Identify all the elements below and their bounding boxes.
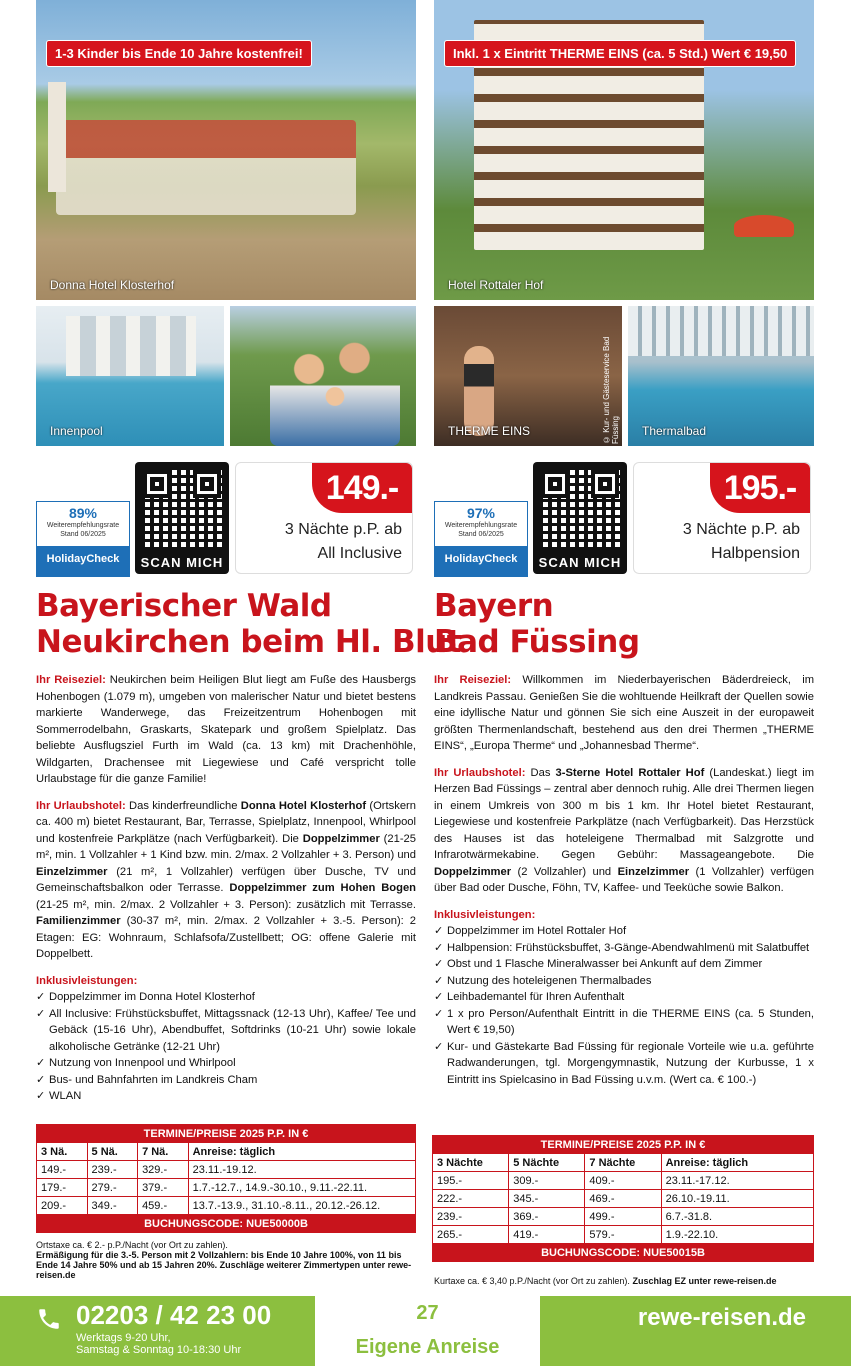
phone-bar xyxy=(0,1296,315,1366)
page-info xyxy=(315,1296,540,1366)
check-icon: ✓ xyxy=(36,1057,46,1069)
list-item-text: Obst und 1 Flasche Mineralwasser bei Ankunft auf dem Zimmer xyxy=(447,958,763,970)
destination-title xyxy=(36,588,461,660)
table-row xyxy=(37,1197,416,1215)
check-icon: ✓ xyxy=(434,991,444,1003)
rating-date: Stand 06/2025 xyxy=(60,531,106,538)
check-icon: ✓ xyxy=(434,925,444,937)
region-title: Bayerischer Wald xyxy=(36,588,332,624)
price-table xyxy=(432,1135,814,1262)
table-cell: 279.- xyxy=(87,1179,138,1197)
holidaycheck-badge xyxy=(434,501,528,577)
price-amount: 149.- xyxy=(312,463,412,513)
photo-caption: THERME EINS xyxy=(448,424,531,438)
table-cell: 345.- xyxy=(509,1190,585,1208)
list-item-text: Nutzung des hoteleigenen Thermalbades xyxy=(447,974,652,987)
list-item-text: Doppelzimmer im Hotel Rottaler Hof xyxy=(447,925,627,937)
rating-label: Weiterempfehlungsrate xyxy=(444,522,518,529)
price-table xyxy=(36,1124,416,1233)
table-row xyxy=(433,1190,814,1208)
list-item xyxy=(36,989,416,1006)
column-header: Anreise: täglich xyxy=(188,1143,415,1161)
hotel-rottaler-photo xyxy=(434,0,814,300)
inclusive-label: Inklusivleistungen: xyxy=(36,974,138,987)
hotel-text: (2 Vollzahler) und xyxy=(517,865,612,878)
footnote-text: Kurtaxe ca. € 3,40 p.P./Nacht (vor Ort zu zahlen). xyxy=(434,1276,630,1286)
footnote-text: Ortstaxe ca. € 2.- p.P./Nacht (vor Ort zu zahlen). xyxy=(36,1240,228,1250)
right-footnote xyxy=(434,1276,814,1286)
list-item xyxy=(434,1039,814,1089)
website-link[interactable]: rewe-reisen.de xyxy=(637,1304,806,1331)
list-item xyxy=(434,940,814,957)
photo-caption: Donna Hotel Klosterhof xyxy=(50,278,175,292)
hotel-text: (Ortskern ca. 400 m) bietet Restaurant, Bar, Terrasse, Spielplatz, Innenpool, Whirlpool und kostenfreie Parkplätze (nach Verfügbarkeit). Die xyxy=(36,799,416,845)
price-box xyxy=(235,462,413,574)
rating-percent: 97% xyxy=(466,505,496,521)
scan-label: SCAN MICH xyxy=(538,555,622,570)
page-number: 27 xyxy=(416,1302,439,1324)
table-cell: 459.- xyxy=(138,1197,189,1215)
list-item-text: Halbpension: Frühstücksbuffet, 3-Gänge-Abendwahlmenü mit Salatbuffet xyxy=(447,941,810,954)
table-title: TERMINE/PREISE 2025 P.P. IN € xyxy=(433,1136,814,1154)
table-cell: 239.- xyxy=(433,1208,509,1226)
left-footnote xyxy=(36,1240,416,1280)
table-cell: 26.10.-19.11. xyxy=(661,1190,813,1208)
column-header: Anreise: täglich xyxy=(661,1154,813,1172)
check-icon: ✓ xyxy=(36,1073,46,1086)
hotel-text: Das xyxy=(530,766,551,779)
qr-pattern xyxy=(141,468,223,550)
table-cell: 1.9.-22.10. xyxy=(661,1226,813,1244)
price-nights: 3 Nächte p.P. ab xyxy=(682,521,800,538)
list-item-text: All Inclusive: Frühstücksbuffet, Mittagssnack (12-13 Uhr), Kaffee/ Tee und Gebäck (15-16 Uhr), Abendbuffet, Softdrinks (10-21 Uhr) sowie lokale alkoholische Getränke (12-21 Uhr) xyxy=(49,1007,416,1053)
url-bar xyxy=(540,1296,851,1366)
hotel-text: (21-25 m², min. 2/max. 2 Vollzahler + 3. Person): zusätzlich mit Terrasse. xyxy=(36,898,416,911)
column-header: 7 Nächte xyxy=(585,1154,661,1172)
booking-code: BUCHUNGSCODE: NUE50000B xyxy=(37,1215,416,1233)
list-item xyxy=(434,1006,814,1039)
hotel-text: Das kinderfreundliche xyxy=(129,799,238,812)
column-header: 7 Nä. xyxy=(138,1143,189,1161)
table-title: TERMINE/PREISE 2025 P.P. IN € xyxy=(37,1125,416,1143)
list-item-text: Bus- und Bahnfahrten im Landkreis Cham xyxy=(49,1073,258,1086)
table-cell: 195.- xyxy=(433,1172,509,1190)
table-cell: 369.- xyxy=(509,1208,585,1226)
column-header: 5 Nä. xyxy=(87,1143,138,1161)
table-cell: 265.- xyxy=(433,1226,509,1244)
qr-pattern xyxy=(539,468,621,550)
table-cell: 469.- xyxy=(585,1190,661,1208)
hotel-text: (21-25 m², min. 1 Vollzahler + 1 Kind bzw. min. 2/max. 2 Vollzahler + 3. Person) und xyxy=(36,832,416,861)
phone-number[interactable]: 02203 / 42 23 00 xyxy=(76,1300,272,1330)
table-cell: 1.7.-12.7., 14.9.-30.10., 9.11.-22.11. xyxy=(188,1179,415,1197)
check-icon: ✓ xyxy=(434,974,444,987)
hotel-label: Ihr Urlaubshotel: xyxy=(434,766,526,779)
bathing-woman xyxy=(464,346,494,436)
hotel-name: 3-Sterne Hotel Rottaler Hof xyxy=(555,766,705,779)
price-amount: 195.- xyxy=(710,463,810,513)
price-nights: 3 Nächte p.P. ab xyxy=(284,521,402,538)
table-cell: 13.7.-13.9., 31.10.-8.11., 20.12.-26.12. xyxy=(188,1197,415,1215)
table-cell: 209.- xyxy=(37,1197,88,1215)
room-type: Doppelzimmer xyxy=(434,865,512,878)
room-type: Einzelzimmer xyxy=(617,865,690,878)
photo-caption: Hotel Rottaler Hof xyxy=(448,278,544,292)
room-type: Doppelzimmer zum Hohen Bogen xyxy=(229,882,416,894)
table-cell: 149.- xyxy=(37,1161,88,1179)
check-icon: ✓ xyxy=(36,1090,46,1102)
list-item xyxy=(36,1072,416,1089)
list-item xyxy=(434,989,814,1006)
table-cell: 6.7.-31.8. xyxy=(661,1208,813,1226)
table-cell: 222.- xyxy=(433,1190,509,1208)
reiseziel-text: Neukirchen beim Heiligen Blut liegt am Fuße des Hausbergs Hohenbogen (1.079 m), umgeben von malerischer Natur und bietet bestens markierte Wanderwege, das Freizeitzentrum Hohenbogen mit Sommerrodelbahn, Graskarts, Skatepark und großem Spielplatz. Das beliebte Ausflugsziel Furth im Wald (ca. 13 km) mit Drachenhöhle, Wildgarten, Drachensee mit Liegewiese und Café verspricht tolle Urlaubstage für die ganze Familie! xyxy=(36,674,417,785)
qr-code[interactable] xyxy=(135,462,229,574)
list-item-text: WLAN xyxy=(49,1090,82,1102)
region-title: Bayern xyxy=(434,588,554,624)
hours-weekdays: Werktags 9-20 Uhr, xyxy=(76,1332,171,1344)
section-title: Eigene Anreise xyxy=(355,1336,500,1358)
photo-caption: Thermalbad xyxy=(642,424,707,438)
qr-code[interactable] xyxy=(533,462,627,574)
town-title: Neukirchen beim Hl. Blut xyxy=(36,624,462,660)
table-row xyxy=(37,1161,416,1179)
list-item xyxy=(36,1055,416,1072)
check-icon: ✓ xyxy=(36,1007,46,1020)
check-icon: ✓ xyxy=(434,1040,444,1053)
family-photo xyxy=(230,306,416,446)
table-cell: 239.- xyxy=(87,1161,138,1179)
therme-eins-photo xyxy=(434,306,622,446)
list-item xyxy=(36,1006,416,1056)
photo-caption: Innenpool xyxy=(50,424,103,438)
destination-title xyxy=(434,588,640,660)
table-row xyxy=(433,1172,814,1190)
list-item xyxy=(36,1088,416,1105)
table-cell: 179.- xyxy=(37,1179,88,1197)
village-buildings xyxy=(56,120,356,215)
list-item-text: Kur- und Gästekarte Bad Füssing für regionale Vorteile wie u.a. geführte Radwanderungen, tgl. Morgengymnastik, Nutzung der Kurbusse, 1 x Eintritt ins Spielcasino in Bad Füssing u.v.m. (Wert ca. € 100.-) xyxy=(447,1040,814,1086)
table-cell: 419.- xyxy=(509,1226,585,1244)
check-icon: ✓ xyxy=(434,1007,444,1020)
phone-icon xyxy=(36,1306,62,1332)
rating-date: Stand 06/2025 xyxy=(458,531,504,538)
reiseziel-label: Ihr Reiseziel: xyxy=(36,674,106,686)
hotel-text: (1 Vollzahler) verfügen über Bad oder Dusche, Föhn, TV, Kaffee- und Teeküche sowie Balkon. xyxy=(434,865,815,894)
column-header: 3 Nä. xyxy=(37,1143,88,1161)
table-cell: 23.11.-19.12. xyxy=(188,1161,415,1179)
room-type: Doppelzimmer xyxy=(302,832,380,845)
table-cell: 329.- xyxy=(138,1161,189,1179)
photo-credit: © Kur- und Gästeservice Bad Füssing xyxy=(602,336,620,444)
list-item-text: Nutzung von Innenpool und Whirlpool xyxy=(49,1057,236,1069)
check-icon: ✓ xyxy=(434,941,444,954)
family-group xyxy=(270,336,400,446)
table-cell: 309.- xyxy=(509,1172,585,1190)
rating-label: Weiterempfehlungsrate xyxy=(46,522,120,529)
reiseziel-label: Ihr Reiseziel: xyxy=(434,674,512,686)
list-item xyxy=(434,923,814,940)
price-box xyxy=(633,462,811,574)
price-board: All Inclusive xyxy=(317,545,402,562)
footnote-text: Zuschlag EZ unter rewe-reisen.de xyxy=(632,1276,777,1286)
check-icon: ✓ xyxy=(36,991,46,1003)
inclusive-label: Inklusivleistungen: xyxy=(434,908,536,921)
rating-percent: 89% xyxy=(68,505,98,521)
town-title: Bad Füssing xyxy=(434,624,640,660)
table-cell: 23.11.-17.12. xyxy=(661,1172,813,1190)
list-item xyxy=(434,956,814,973)
holidaycheck-logo: HolidayCheck xyxy=(37,546,129,576)
parasol xyxy=(734,215,794,237)
table-row xyxy=(37,1179,416,1197)
table-row xyxy=(433,1226,814,1244)
list-item xyxy=(434,973,814,990)
therme-banner: Inkl. 1 x Eintritt THERME EINS (ca. 5 Std.) Wert € 19,50 xyxy=(444,40,796,67)
room-type: Einzelzimmer xyxy=(36,865,108,878)
list-item-text: Leihbademantel für Ihren Aufenthalt xyxy=(447,991,625,1003)
kids-free-banner: 1-3 Kinder bis Ende 10 Jahre kostenfrei! xyxy=(46,40,312,67)
hotel-klosterhof-photo xyxy=(36,0,416,300)
table-cell: 379.- xyxy=(138,1179,189,1197)
column-header: 5 Nächte xyxy=(509,1154,585,1172)
footnote-text: Ermäßigung für die 3.-5. Person mit 2 Vollzahlern: bis Ende 10 Jahre 100%, von 11 bis Ende 14 Jahre 50% und ab 15 Jahren 20%. Zuschläge weiterer Zimmertypen unter rewe-reisen.de xyxy=(36,1250,412,1280)
list-item-text: 1 x pro Person/Aufenthalt Eintritt in die THERME EINS (ca. 5 Stunden, Wert € 19,50) xyxy=(447,1007,814,1036)
hotel-text: (30-37 m², min. 2/max. 2 Vollzahler + 3.-5. Person): 2 Etagen: EG: Wohnraum, Schlafsofa/Zustellbett; OG: offene Galerie mit Doppelbett. xyxy=(36,915,417,960)
table-cell: 499.- xyxy=(585,1208,661,1226)
table-cell: 349.- xyxy=(87,1197,138,1215)
glass-roof xyxy=(628,306,814,356)
reiseziel-text: Willkommen im Niederbayerischen Bäderdreieck, im Landkreis Passau. Genießen Sie die wohltuende Heilkraft der Quellen sowie eine idyllische Natur und gönnen Sie sich eine Auszeit in der europaweit größten Thermenlandschaft, bestehend aus den drei Thermen „THERME EINS“, „Europa Therme“ und „Johannesbad Therme“. xyxy=(434,674,815,752)
opening-hours xyxy=(76,1332,241,1356)
holidaycheck-logo: HolidayCheck xyxy=(435,546,527,576)
pool-columns xyxy=(66,316,196,376)
holidaycheck-badge xyxy=(36,501,130,577)
right-description xyxy=(434,672,814,1088)
left-description xyxy=(36,672,416,1105)
booking-code: BUCHUNGSCODE: NUE50015B xyxy=(433,1244,814,1262)
table-row xyxy=(433,1208,814,1226)
scan-label: SCAN MICH xyxy=(140,555,224,570)
room-type: Familienzimmer xyxy=(36,915,121,927)
column-header: 3 Nächte xyxy=(433,1154,509,1172)
hotel-text: (Landeskat.) liegt im Herzen Bad Füssings – zentral aber dennoch ruhig. Alle drei Thermen liegen in einem Umkreis von 300 m bis 1 km. Ihr Hotel bietet Restaurant, Liegewiese und kostenfreie Parkplätze (nach Verfügbarkeit). Das Herzstück des Hauses ist das hoteleigene Thermalbad mit Salzgrotte und Infrarotwärmekabine. Gegen Gebühr: Massageangebote. Die xyxy=(434,766,815,861)
hotel-label: Ihr Urlaubshotel: xyxy=(36,799,126,812)
innenpool-photo xyxy=(36,306,224,446)
thermalbad-photo xyxy=(628,306,814,446)
hotel-text: (21 m², 1 Vollzahler) verfügen über Dusche, TV und Gemeinschaftsbalkon oder Terrasse. xyxy=(36,865,417,894)
hours-weekend: Samstag & Sonntag 10-18:30 Uhr xyxy=(76,1344,242,1356)
church-tower xyxy=(48,82,66,192)
table-cell: 409.- xyxy=(585,1172,661,1190)
check-icon: ✓ xyxy=(434,958,444,970)
hotel-name: Donna Hotel Klosterhof xyxy=(240,799,367,812)
list-item-text: Doppelzimmer im Donna Hotel Klosterhof xyxy=(49,991,255,1003)
table-cell: 579.- xyxy=(585,1226,661,1244)
price-board: Halbpension xyxy=(711,545,800,562)
